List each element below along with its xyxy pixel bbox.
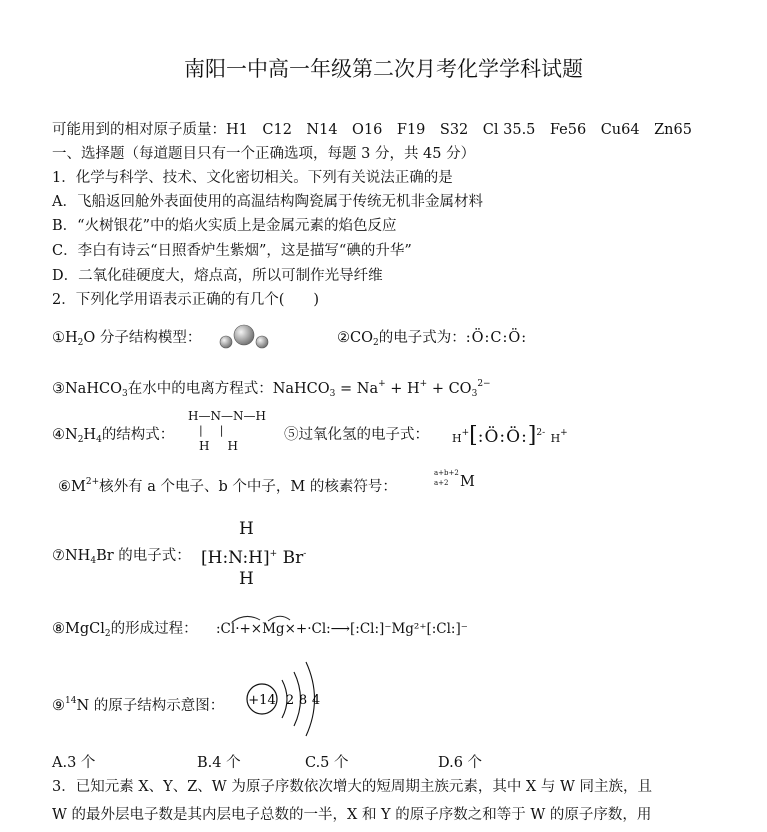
q2-item4: $④N_2H_4$的结构式：: [52, 427, 175, 445]
shell-2-electrons: 8: [298, 693, 308, 708]
nh4-bottom-h: H: [239, 569, 254, 589]
q2-item8: ⑧MgCl$_2$的形成过程：: [52, 621, 198, 639]
n2h4-structure-bar: | |: [199, 424, 227, 437]
water-molecule-model: [214, 322, 274, 352]
exam-title: 南阳一中高一年级第二次月考化学学科试题: [184, 57, 583, 81]
n2h4-structure-bottom: H H: [199, 439, 241, 453]
nuclide-symbol: M: [460, 474, 475, 490]
q2-choice-a: A.3 个: [52, 755, 96, 771]
co2-electron-formula: :Ö:C:Ö:: [465, 330, 528, 346]
q2-item6: $⑥M^{2+}$核外有 a 个电子、b 个中子，M 的核素符号：: [58, 477, 397, 495]
mgcl2-formation-process: :Cl·+×Mg×+·Cl:⟶[:Cl:]⁻Mg²⁺[:Cl:]⁻: [216, 621, 468, 637]
q2-item2: $②CO_2$的电子式为：:Ö:C:Ö:: [337, 330, 528, 348]
q1-option-c: C．李白有诗云“日照香炉生紫烟”，这是描写“碘的升华”: [52, 243, 412, 259]
atomic-masses: 可能用到的相对原子质量：H1 C12 N14 O16 F19 S32 Cl 35.5 Fe56 Cu64 Zn65: [52, 122, 692, 138]
q1-option-d: D．二氧化硅硬度大，熔点高，所以可制作光导纤维: [52, 268, 383, 284]
n2h4-structure-top: H—N—N—H: [188, 409, 266, 423]
q2-choice-b: B.4 个: [197, 755, 241, 771]
nuclide-atomic-number: a+2: [434, 479, 449, 487]
q2-item1: $①H_2O$ 分子结构模型：: [52, 330, 202, 348]
q2-stem: 2．下列化学用语表示正确的有几个( ): [52, 292, 320, 308]
q1-option-b: B．“火树银花”中的焰火实质上是金属元素的焰色反应: [52, 218, 397, 234]
q1-stem: 1．化学与科学、技术、文化密切相关。下列有关说法正确的是: [52, 170, 453, 186]
shell-3-electrons: 4: [311, 693, 321, 708]
q2-item9: ⑨$^{14}$N 的原子结构示意图：: [52, 696, 225, 714]
q2-item3: ③NaHCO$_3$在水中的电离方程式：NaHCO$_3$ = $Na^+ + H^+ + CO_3^{2-}$: [52, 379, 491, 399]
nh4br-electron-formula: [H:N:H]+ Br-: [201, 548, 307, 568]
nh4-top-h: H: [239, 519, 254, 539]
nucleus-charge: +14: [248, 693, 276, 708]
q3-line2: W 的最外层电子数是其内层电子总数的一半，X 和 Y 的原子序数之和等于 W 的原子序数，用: [52, 807, 652, 823]
nuclide-mass-number: a+b+2: [434, 469, 459, 477]
q2-item7: $⑦NH_4Br$ 的电子式：: [52, 548, 191, 566]
q2-item5: ⑤过氧化氢的电子式：: [284, 427, 429, 443]
section-header: 一、选择题（每道题目只有一个正确选项，每题 3 分，共 45 分）: [52, 146, 476, 162]
shell-1-electrons: 2: [285, 693, 295, 708]
q3-line1: 3．已知元素 X、Y、Z、W 为原子序数依次增大的短周期主族元素，其中 X 与 W 同主族，且: [52, 779, 652, 795]
h2o2-electron-formula: H+[:Ö:Ö:]$^{2-}$ H+: [452, 423, 568, 448]
q2-choice-c: C.5 个: [305, 755, 349, 771]
nitrogen-atom-structure-diagram: [244, 658, 334, 744]
q1-option-a: A．飞船返回舱外表面使用的高温结构陶瓷属于传统无机非金属材料: [52, 194, 483, 210]
q2-choice-d: D.6 个: [438, 755, 483, 771]
